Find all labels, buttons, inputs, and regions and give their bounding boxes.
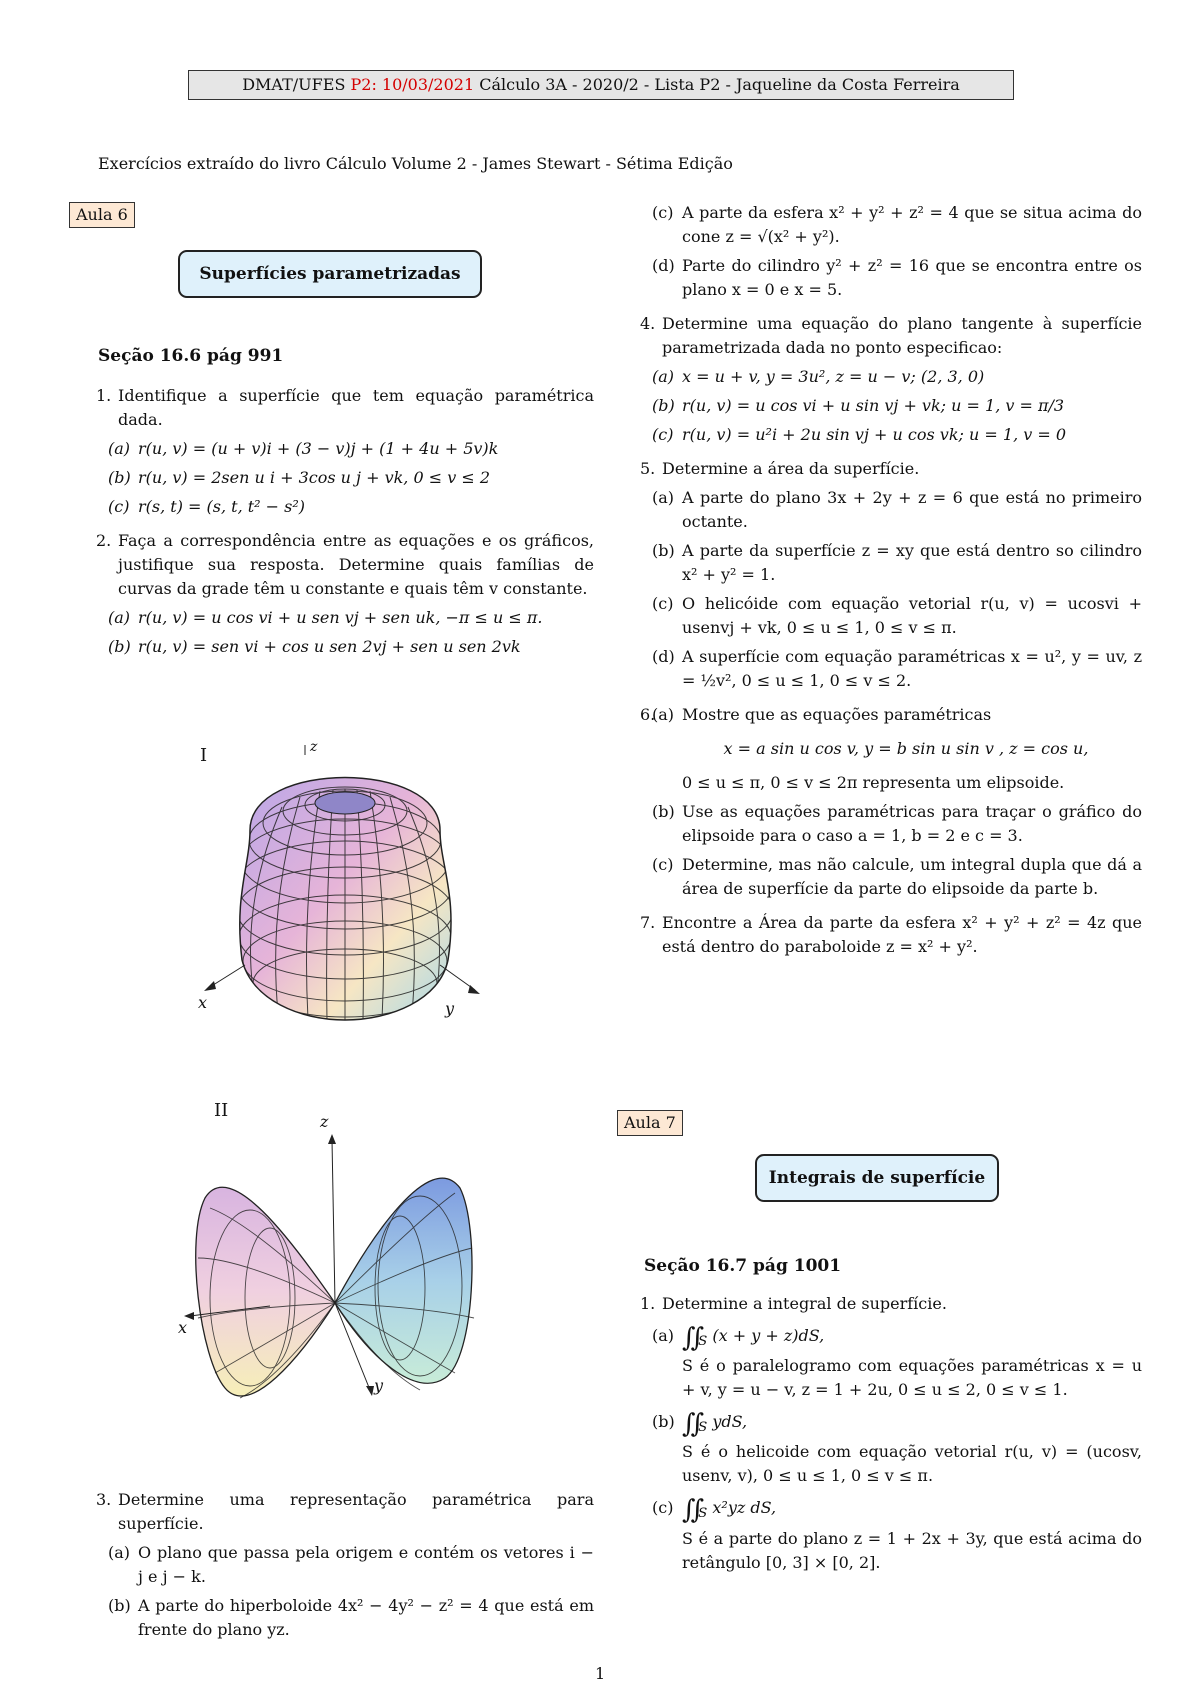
double-integral-symbol: ∬ [682, 1323, 699, 1353]
question-3 [96, 1488, 594, 1536]
item-label: (c) [652, 855, 674, 874]
aula-7-section-title: Seção 16.7 pág 1001 [644, 1256, 842, 1276]
item-label: (c) [652, 203, 674, 222]
question-text: Identifique a superfície que tem equação paramétrica dada. [118, 386, 594, 429]
question-5c [640, 592, 1142, 640]
aula-7-question-1 [640, 1292, 1142, 1316]
question-text: Faça a correspondência entre as equações e os gráficos, justifique sua resposta. Determine quais famílias de curvas da grade têm u constante e quais têm v constante. [118, 531, 594, 598]
figure-ii-surface [170, 1128, 500, 1428]
figure-i [190, 739, 490, 1055]
integrand: ydS, [712, 1412, 748, 1432]
y-axis-label: y [374, 1376, 384, 1395]
item-label: (b) [652, 1412, 675, 1432]
question-6-equation: x = a sin u cos v, y = b sin u sin v , z = cos u, [723, 739, 1089, 758]
question-3b [96, 1594, 594, 1642]
item-label: (a) [652, 1326, 675, 1345]
page-number: 1 [595, 1664, 606, 1683]
aula-6-tag: Aula 6 [69, 202, 135, 228]
item-text: r(u, v) = u²i + 2u sin vj + u cos vk; u = 1, v = 0 [682, 425, 1067, 444]
item-label: (a) [652, 367, 675, 386]
aula-7-question-1b [640, 1410, 1142, 1488]
question-4c [640, 423, 1142, 447]
document-header [188, 70, 1014, 100]
item-label: (a) [108, 439, 131, 458]
question-3a [96, 1541, 594, 1589]
question-5b [640, 539, 1142, 587]
figure-label: I [200, 745, 208, 766]
question-4b [640, 394, 1142, 418]
question-3c [640, 201, 1142, 249]
item-label: (c) [652, 425, 674, 444]
double-integral-symbol: ∬ [682, 1409, 699, 1440]
question-number: 6. [640, 705, 656, 724]
item-label: (c) [652, 594, 674, 613]
item-text: r(u, v) = sen vi + cos u sen 2vj + sen u sen 2vk [138, 637, 521, 656]
header-prefix: DMAT/UFES [242, 75, 346, 94]
item-label: (b) [108, 468, 131, 487]
item-text: A parte da esfera x² + y² + z² = 4 que se situa acima do cone z = √(x² + y²). [682, 203, 1142, 246]
question-2b [96, 635, 594, 659]
aula-7-tag: Aula 7 [617, 1110, 683, 1136]
item-label: (b) [108, 637, 131, 656]
item-label: (b) [652, 541, 675, 560]
header-exam-date: P2: 10/03/2021 [350, 75, 475, 94]
question-text: Determine uma representação paramétrica para superfície. [118, 1490, 594, 1533]
item-description: S é a parte do plano z = 1 + 2x + 3y, que está acima do retângulo [0, 3] × [0, 2]. [682, 1528, 1142, 1572]
question-6c [640, 853, 1142, 901]
y-axis-label: y [445, 999, 455, 1018]
integral-domain: S [698, 1334, 708, 1350]
integrand: (x + y + z)dS, [712, 1326, 825, 1345]
question-text: Determine a integral de superfície. [662, 1294, 947, 1313]
question-5a [640, 486, 1142, 534]
item-text: r(u, v) = (u + v)i + (3 − v)j + (1 + 4u + 5v)k [138, 439, 499, 458]
header-course: Cálculo 3A - 2020/2 - Lista P2 - Jaqueline da Costa Ferreira [479, 75, 960, 94]
item-text: A parte do plano 3x + 2y + z = 6 que está no primeiro octante. [682, 488, 1142, 531]
question-number: 7. [640, 913, 656, 932]
question-4 [640, 312, 1142, 360]
item-label: (b) [652, 802, 675, 821]
question-6b [640, 800, 1142, 848]
item-label: (c) [652, 1498, 674, 1518]
item-label: (d) [652, 256, 675, 275]
question-number: 3. [96, 1490, 112, 1509]
question-4a [640, 365, 1142, 389]
right-column-lower [640, 1292, 1142, 1575]
aula-7-topic: Integrais de superfície [755, 1154, 999, 1202]
question-1c [96, 495, 594, 519]
question-3d [640, 254, 1142, 302]
z-axis-label: z [320, 1112, 329, 1131]
question-5d [640, 645, 1142, 693]
question-number: 1. [640, 1294, 656, 1313]
item-text: Mostre que as equações paramétricas [682, 705, 992, 724]
item-label: (a) [652, 705, 675, 724]
question-text: Determine a área da superfície. [662, 459, 920, 478]
question-number: 4. [640, 314, 656, 333]
z-axis-label: z [310, 739, 318, 755]
aula-7-question-1a [640, 1324, 1142, 1402]
intro-text: Exercícios extraído do livro Cálculo Volume 2 - James Stewart - Sétima Edição [98, 154, 733, 173]
question-7 [640, 911, 1142, 959]
item-text: x = u + v, y = 3u², z = u − v; (2, 3, 0) [682, 367, 985, 386]
question-1 [96, 384, 594, 432]
question-1a [96, 437, 594, 461]
integral-domain: S [698, 1506, 708, 1522]
item-text: r(u, v) = 2sen u i + 3cos u j + vk, 0 ≤ v ≤ 2 [138, 468, 491, 487]
item-text: r(u, v) = u cos vi + u sin vj + vk; u = 1, v = π/3 [682, 396, 1065, 415]
left-column-upper [96, 384, 594, 659]
question-1b [96, 466, 594, 490]
figure-label: II [214, 1100, 229, 1121]
question-6 [640, 703, 1142, 727]
item-text: Determine, mas não calcule, um integral dupla que dá a área de superfície da parte do elipsoide da parte b. [682, 855, 1142, 898]
figure-ii [170, 1100, 500, 1428]
question-number: 1. [96, 386, 112, 405]
item-label: (a) [108, 608, 131, 627]
x-axis-label: x [198, 993, 208, 1012]
question-5 [640, 457, 1142, 481]
item-text: O plano que passa pela origem e contém os vetores i − j e j − k. [138, 1543, 594, 1586]
question-6a [640, 703, 1142, 727]
item-text: A superfície com equação paramétricas x = u², y = uv, z = ½v², 0 ≤ u ≤ 1, 0 ≤ v ≤ 2. [682, 647, 1142, 690]
question-number: 2. [96, 531, 112, 550]
question-2a [96, 606, 594, 630]
integral-domain: S [698, 1420, 708, 1436]
item-text: Use as equações paramétricas para traçar o gráfico do elipsoide para o caso a = 1, b = 2 e c = 3. [682, 802, 1142, 845]
left-column-lower [96, 1488, 594, 1642]
aula-7-question-1c [640, 1496, 1142, 1574]
x-axis-label: x [178, 1318, 188, 1337]
item-description: S é o paralelogramo com equações paramétricas x = u + v, y = u − v, z = 1 + 2u, 0 ≤ u ≤ 2, 0 ≤ v ≤ 1. [682, 1356, 1142, 1400]
question-number: 5. [640, 459, 656, 478]
item-description: S é o helicoide com equação vetorial r(u, v) = (ucosv, usenv, v), 0 ≤ u ≤ 1, 0 ≤ v ≤ π. [682, 1442, 1142, 1486]
aula-6-section-title: Seção 16.6 pág 991 [98, 346, 284, 366]
question-text: Encontre a Área da parte da esfera x² + y² + z² = 4z que está dentro do paraboloide z = x² + y². [662, 913, 1142, 956]
item-label: (b) [652, 396, 675, 415]
question-2 [96, 529, 594, 601]
item-label: (c) [108, 497, 130, 516]
integrand: x²yz dS, [712, 1498, 777, 1518]
item-text: r(s, t) = (s, t, t² − s²) [138, 497, 306, 516]
item-label: (a) [652, 488, 675, 507]
item-label: (a) [108, 1543, 131, 1562]
right-column-upper [640, 201, 1142, 959]
item-text: A parte do hiperboloide 4x² − 4y² − z² = 4 que está em frente do plano yz. [138, 1596, 594, 1639]
aula-6-topic: Superfícies parametrizadas [178, 250, 482, 298]
question-text: Determine uma equação do plano tangente à superfície parametrizada dada no ponto especificao: [662, 314, 1142, 357]
item-text: O helicóide com equação vetorial r(u, v) = ucosvi + usenvj + vk, 0 ≤ u ≤ 1, 0 ≤ v ≤ π. [682, 594, 1142, 637]
item-text: r(u, v) = u cos vi + u sen vj + sen uk, −π ≤ u ≤ π. [138, 608, 543, 627]
double-integral-symbol: ∬ [682, 1495, 699, 1526]
item-label: (d) [652, 647, 675, 666]
item-label: (b) [108, 1596, 131, 1615]
question-6-equation-range: 0 ≤ u ≤ π, 0 ≤ v ≤ 2π representa um elipsoide. [682, 773, 1065, 792]
item-text: Parte do cilindro y² + z² = 16 que se encontra entre os plano x = 0 e x = 5. [682, 256, 1142, 299]
item-text: A parte da superfície z = xy que está dentro so cilindro x² + y² = 1. [682, 541, 1142, 584]
